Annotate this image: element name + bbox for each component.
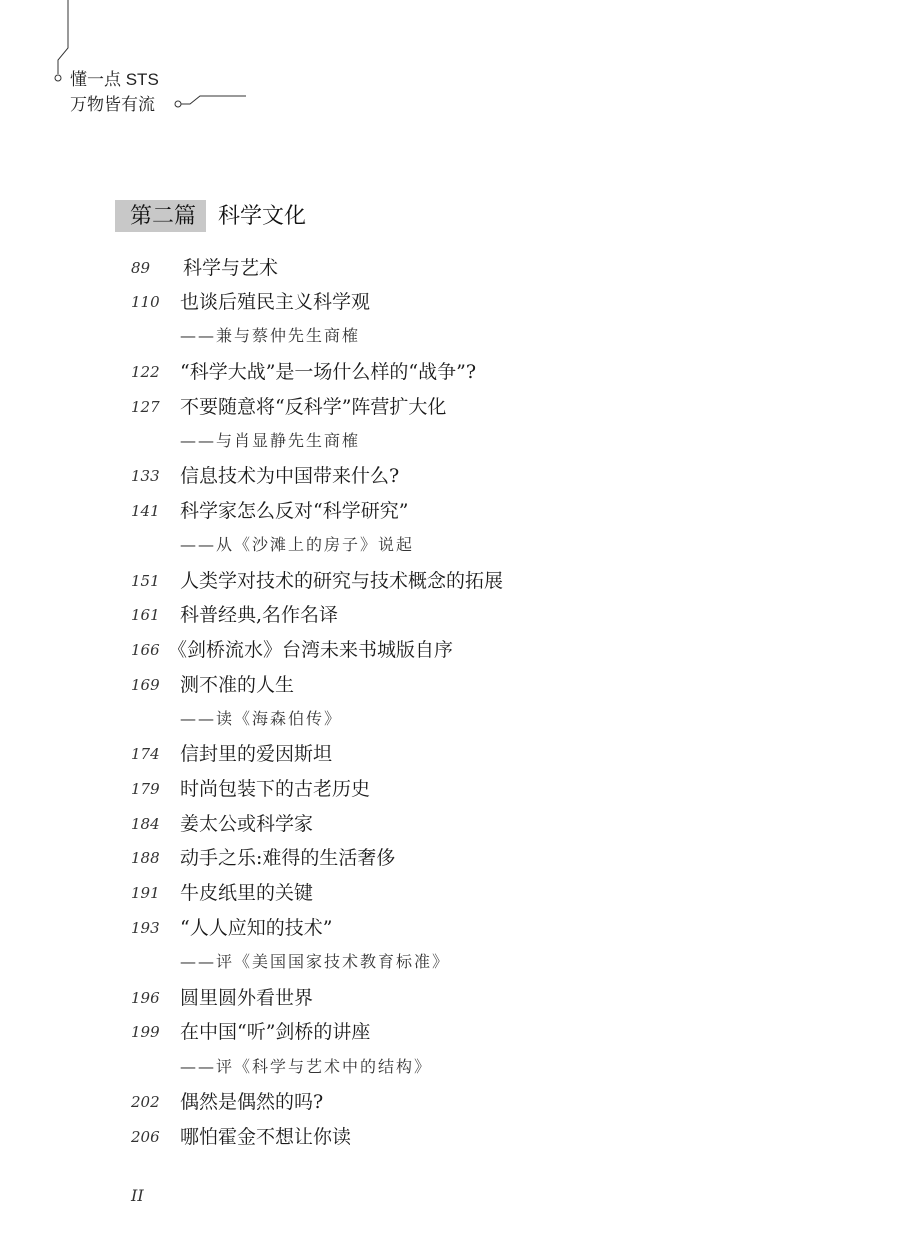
toc-page-number: 174 [131,745,160,763]
toc-entry-title: 信封里的爱因斯坦 [180,743,333,765]
toc-entry-title: 《剑桥流水》台湾未来书城版自序 [168,639,454,661]
toc-entry-subtitle: ——从《沙滩上的房子》说起 [180,535,415,554]
running-header-series: 懂一点 STS [70,70,159,89]
toc-page-number: 188 [131,849,160,867]
toc-entry-title: 人类学对技术的研究与技术概念的拓展 [180,570,504,592]
toc-page-number: 166 [131,641,160,659]
toc-entry-title: 牛皮纸里的关键 [180,882,314,904]
running-header-book-title: 万物皆有流 [70,95,155,114]
toc-entry-title: 在中国“听”剑桥的讲座 [180,1021,371,1043]
toc-page-number: 191 [131,884,160,902]
toc-entry-title: 哪怕霍金不想让你读 [180,1126,352,1148]
toc-page-number: 133 [131,467,160,485]
toc-entry-title: 不要随意将“反科学”阵营扩大化 [180,396,447,418]
toc-entry-title: 科学与艺术 [183,257,279,279]
toc-page-number: 151 [131,572,160,590]
page-folio: II [131,1186,144,1205]
toc-entry-subtitle: ——评《美国国家技术教育标准》 [180,952,451,971]
toc-page-number: 110 [131,293,160,311]
toc-page-number: 199 [131,1023,160,1041]
toc-page-number: 193 [131,919,160,937]
toc-entry-title: 科普经典,名作名译 [180,604,339,626]
toc-page-number: 89 [131,259,151,277]
toc-page-number: 196 [131,989,160,1007]
toc-page-number: 202 [131,1093,160,1111]
toc-entry-title: 时尚包装下的古老历史 [180,778,371,800]
toc-page-number: 141 [131,502,160,520]
toc-entry-title: 测不准的人生 [180,674,295,696]
toc-page-number: 169 [131,676,160,694]
section-label: 第二篇 [115,200,206,232]
toc-entry-subtitle: ——读《海森伯传》 [180,709,343,728]
toc-page-number: 127 [131,398,160,416]
section-title: 科学文化 [218,203,307,228]
toc-entry-title: 姜太公或科学家 [180,813,314,835]
toc-entry-subtitle: ——评《科学与艺术中的结构》 [180,1057,433,1076]
toc-page-number: 184 [131,815,160,833]
toc-entry-title: 偶然是偶然的吗? [180,1091,324,1113]
toc-page-number: 161 [131,606,160,624]
toc-page-number: 206 [131,1128,160,1146]
toc-page-number: 122 [131,363,160,381]
toc-entry-title: “人人应知的技术” [180,917,333,939]
toc-entry-title: 科学家怎么反对“科学研究” [180,500,409,522]
toc-entry-subtitle: ——兼与蔡仲先生商榷 [180,326,361,345]
toc-entry-title: 也谈后殖民主义科学观 [180,291,371,313]
toc-page-number: 179 [131,780,160,798]
toc-entry-subtitle: ——与肖显静先生商榷 [180,431,361,450]
toc-entry-title: 信息技术为中国带来什么? [180,465,400,487]
toc-entry-title: “科学大战”是一场什么样的“战争”? [180,361,477,383]
toc-entry-title: 圆里圆外看世界 [180,987,314,1009]
toc-entry-title: 动手之乐:难得的生活奢侈 [180,847,396,869]
